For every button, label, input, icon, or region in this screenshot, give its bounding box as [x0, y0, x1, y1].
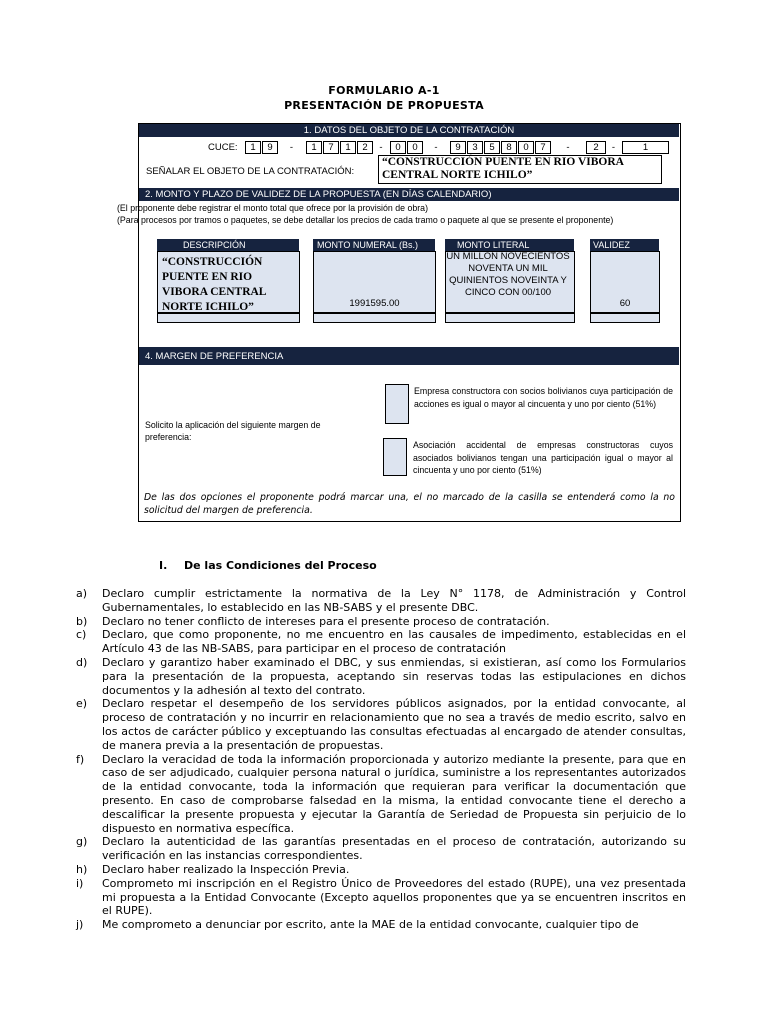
condition-item — [76, 863, 686, 877]
objeto-field[interactable]: “CONSTRUCCIÓN PUENTE EN RIO VIBORA CENTRAL NORTE ICHILO” — [378, 155, 662, 184]
option1-checkbox[interactable] — [385, 384, 409, 424]
condition-text: Declaro respetar el desempeño de los servidores públicos asignados, por la entidad convocante, al proceso de contratación y no incurrir en relacionamiento que no sea a través de medio escrito, salvo en los actos de carácter público y exceptuando las consultas efectuadas al encargado de atender consultas, de manera previa a la presentación de propuestas. — [102, 697, 686, 752]
condition-item — [76, 877, 686, 918]
note-monto: (El proponente debe registrar el monto total que ofrece por la provisión de obra) — [117, 203, 429, 213]
monto-literal-footer — [445, 313, 575, 323]
condition-letter: b) — [76, 614, 88, 628]
condition-item — [76, 656, 686, 697]
condition-letter: i) — [76, 876, 84, 890]
cuce-digit[interactable]: 1 — [306, 141, 322, 154]
condition-item — [76, 628, 686, 656]
cuce-digit[interactable]: 1 — [245, 141, 261, 154]
condition-letter: d) — [76, 655, 88, 669]
condition-letter: j) — [76, 918, 84, 932]
cuce-digit[interactable]: 5 — [484, 141, 500, 154]
cuce-digit[interactable]: 7 — [323, 141, 339, 154]
validez-value: 60 — [619, 298, 631, 309]
condition-text: Declaro, que como proponente, no me encuentro en las causales de impedimento, establecidas en el Artículo 43 de las NB-SABS, para participar en el proceso de contratación — [102, 628, 686, 656]
cuce-digit[interactable]: 0 — [518, 141, 534, 154]
condition-text: Comprometo mi inscripción en el Registro Único de Proveedores del estado (RUPE), una vez presentada mi propuesta a la Entidad Convocante (Excepto aquellos proponentes que ya se encuentren inscritos en el RUPE). — [102, 876, 686, 918]
condition-item — [76, 835, 686, 863]
cuce-digit[interactable]: 2 — [357, 141, 373, 154]
option2-checkbox[interactable] — [383, 438, 407, 476]
condition-letter: g) — [76, 835, 88, 849]
condition-text: Declaro la autenticidad de las garantías presentadas en el proceso de contratación, autorizando su verificación en las instancias correspondientes. — [102, 835, 686, 863]
condition-text: Me comprometo a denunciar por escrito, ante la MAE de la entidad convocante, cualquier tipo de — [102, 918, 639, 932]
col-monto-literal-header: MONTO LITERAL — [445, 239, 574, 251]
condition-item — [76, 587, 686, 615]
conditions-heading: De las Condiciones del Proceso — [184, 559, 377, 572]
condition-text: Declaro no tener conflicto de intereses para el presente proceso de contratación. — [102, 614, 550, 628]
monto-numeral-cell[interactable] — [313, 251, 436, 313]
cuce-separator: - — [611, 142, 616, 153]
cuce-digit[interactable]: 8 — [501, 141, 517, 154]
validez-footer — [590, 313, 660, 323]
validez-cell[interactable] — [590, 251, 660, 313]
cuce-digit[interactable]: 9 — [262, 141, 278, 154]
conditions-heading-number: I. — [159, 559, 168, 572]
col-monto-numeral-header: MONTO NUMERAL (Bs.) — [313, 239, 435, 251]
objeto-label: SEÑALAR EL OBJETO DE LA CONTRATACIÓN: — [146, 166, 355, 177]
preference-footnote: De las dos opciones el proponente podrá marcar una, el no marcado de la casilla se entenderá como la no solicitud del margen de preferencia. — [144, 492, 675, 516]
col-descripcion-header: DESCRIPCIÓN — [157, 239, 299, 251]
condition-text: Declaro haber realizado la Inspección Previa. — [102, 862, 350, 876]
descripcion-footer — [157, 313, 300, 323]
form-title: FORMULARIO A-1 — [328, 84, 440, 97]
cuce-digit[interactable]: 1 — [622, 141, 669, 154]
cuce-digit[interactable]: 0 — [390, 141, 406, 154]
note-tramos: (Para procesos por tramos o paquetes, se debe detallar los precios de cada tramo o paquete al que se presente el proponente) — [117, 215, 614, 225]
cuce-digit[interactable]: 7 — [535, 141, 551, 154]
cuce-separator: - — [566, 142, 570, 153]
monto-numeral-value: 1991595.00 — [349, 298, 400, 309]
condition-item — [76, 615, 686, 629]
cuce-digit[interactable]: 1 — [340, 141, 356, 154]
descripcion-cell[interactable] — [157, 251, 300, 313]
section1-heading: 1. DATOS DEL OBJETO DE LA CONTRATACIÓN — [139, 124, 679, 137]
monto-literal-cell[interactable] — [445, 251, 575, 313]
cuce-digit[interactable]: 3 — [467, 141, 483, 154]
section4-heading: 4. MARGEN DE PREFERENCIA — [139, 347, 679, 365]
cuce-separator: - — [434, 142, 438, 153]
condition-text: Declaro cumplir estrictamente la normativa de la Ley N° 1178, de Administración y Control Gubernamentales, lo establecido en las NB-SABS y el presente DBC. — [102, 587, 686, 614]
condition-text: Declaro y garantizo haber examinado el DBC, y sus enmiendas, si existieran, así como los Formularios para la presentación de la propuesta, aceptando sin reservas todas las estipulaciones en dichos documentos y la adhesión al texto del contrato. — [102, 655, 686, 697]
condition-item — [76, 697, 686, 752]
cuce-separator: - — [289, 142, 294, 153]
condition-letter: e) — [76, 697, 88, 711]
conditions-list — [76, 587, 686, 932]
condition-item — [76, 753, 686, 836]
cuce-digit[interactable]: 9 — [450, 141, 466, 154]
option2-text: Asociación accidental de empresas constructoras cuyos asociados bolivianos tengan una participación igual o mayor al cincuenta y uno por ciento (51%) — [413, 440, 673, 475]
form-subtitle: PRESENTACIÓN DE PROPUESTA — [284, 99, 484, 112]
condition-letter: h) — [76, 862, 88, 876]
option1-text: Empresa constructora con socios bolivianos cuya participación de acciones es igual o mayor al cincuenta y uno por ciento (51%) — [414, 386, 673, 409]
condition-letter: f) — [76, 752, 85, 766]
descripcion-value: “CONSTRUCCIÓN PUENTE EN RIO VIBORA CENTRAL NORTE ICHILO” — [162, 256, 266, 313]
condition-text: Declaro la veracidad de toda la información proporcionada y autorizo mediante la presente, para que en caso de ser adjudicado, cualquier persona natural o jurídica, suministre a los representantes autorizados de la entidad convocante, toda la información que requieran para verificar la documentación que presento. En caso de comprobarse falsedad en la misma, la entidad convocante tiene el derecho a descalificar la presente propuesta y ejecutar la Garantía de Seriedad de Propuesta sin perjuicio de lo dispuesto en normativa específica. — [102, 752, 686, 835]
cuce-digit[interactable]: 0 — [407, 141, 423, 154]
cuce-label: CUCE: — [208, 142, 238, 153]
condition-letter: a) — [76, 587, 88, 600]
monto-literal-value: UN MILLON NOVECIENTOS NOVENTA UN MIL QUINIENTOS NOVEINTA Y CINCO CON 00/100 — [446, 251, 570, 298]
condition-letter: c) — [76, 628, 87, 642]
section2-heading: 2. MONTO Y PLAZO DE VALIDEZ DE LA PROPUESTA (EN DÍAS CALENDARIO) — [139, 188, 679, 201]
cuce-digit[interactable]: 2 — [586, 141, 606, 154]
solicito-text: Solicito la aplicación del siguiente margen de preferencia: — [145, 420, 321, 442]
cuce-separator: - — [379, 142, 383, 153]
monto-numeral-footer — [313, 313, 436, 323]
col-validez-header: VALIDEZ — [590, 239, 659, 251]
condition-item — [76, 918, 686, 932]
